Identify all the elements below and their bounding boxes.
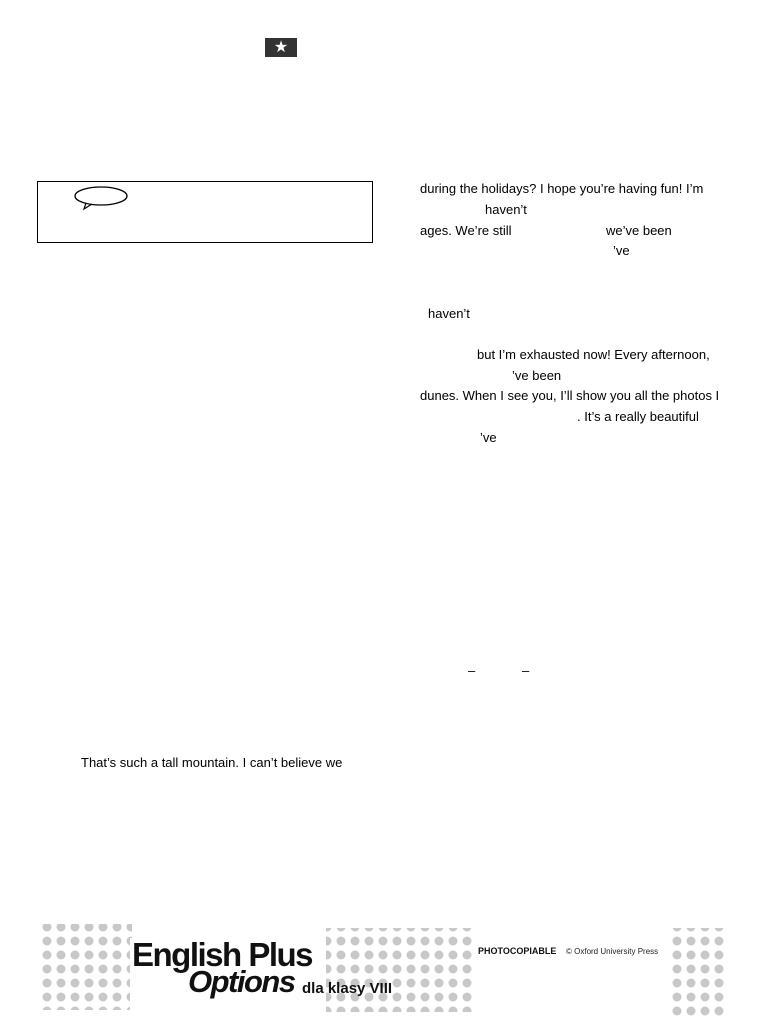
dash: –: [468, 663, 476, 678]
star-badge: [265, 38, 297, 57]
text-line: during the holidays? I hope you’re having fun! I’m: [420, 181, 704, 196]
text-line: ’ve: [480, 430, 497, 445]
text-line: but I’m exhausted now! Every afternoon,: [477, 347, 710, 362]
speech-bubble-icon: [72, 185, 130, 211]
brand-line2: Options: [188, 964, 295, 999]
text-line: . It’s a really beautiful: [577, 409, 699, 424]
instruction-box: [37, 181, 373, 243]
star-icon: ★: [273, 39, 289, 56]
footer: [40, 920, 728, 1020]
dash: –: [522, 663, 530, 678]
text-line: we’ve been: [606, 223, 672, 238]
text-line: ’ve been: [512, 368, 562, 383]
text-line: ages. We’re still: [420, 223, 512, 238]
mountain-sentence: That’s such a tall mountain. I can’t believe we: [81, 755, 343, 770]
copyright-label: © Oxford University Press: [566, 947, 659, 956]
text-line: haven’t: [428, 306, 470, 321]
text-line: haven’t: [485, 202, 527, 217]
text-line: ’ve: [613, 243, 630, 258]
brand-line1: English Plus: [132, 936, 313, 973]
brand-line3: dla klasy VIII: [302, 980, 393, 997]
text-line: dunes. When I see you, I’ll show you all the photos I: [420, 388, 720, 403]
photocopiable-label: PHOTOCOPIABLE: [478, 946, 557, 956]
